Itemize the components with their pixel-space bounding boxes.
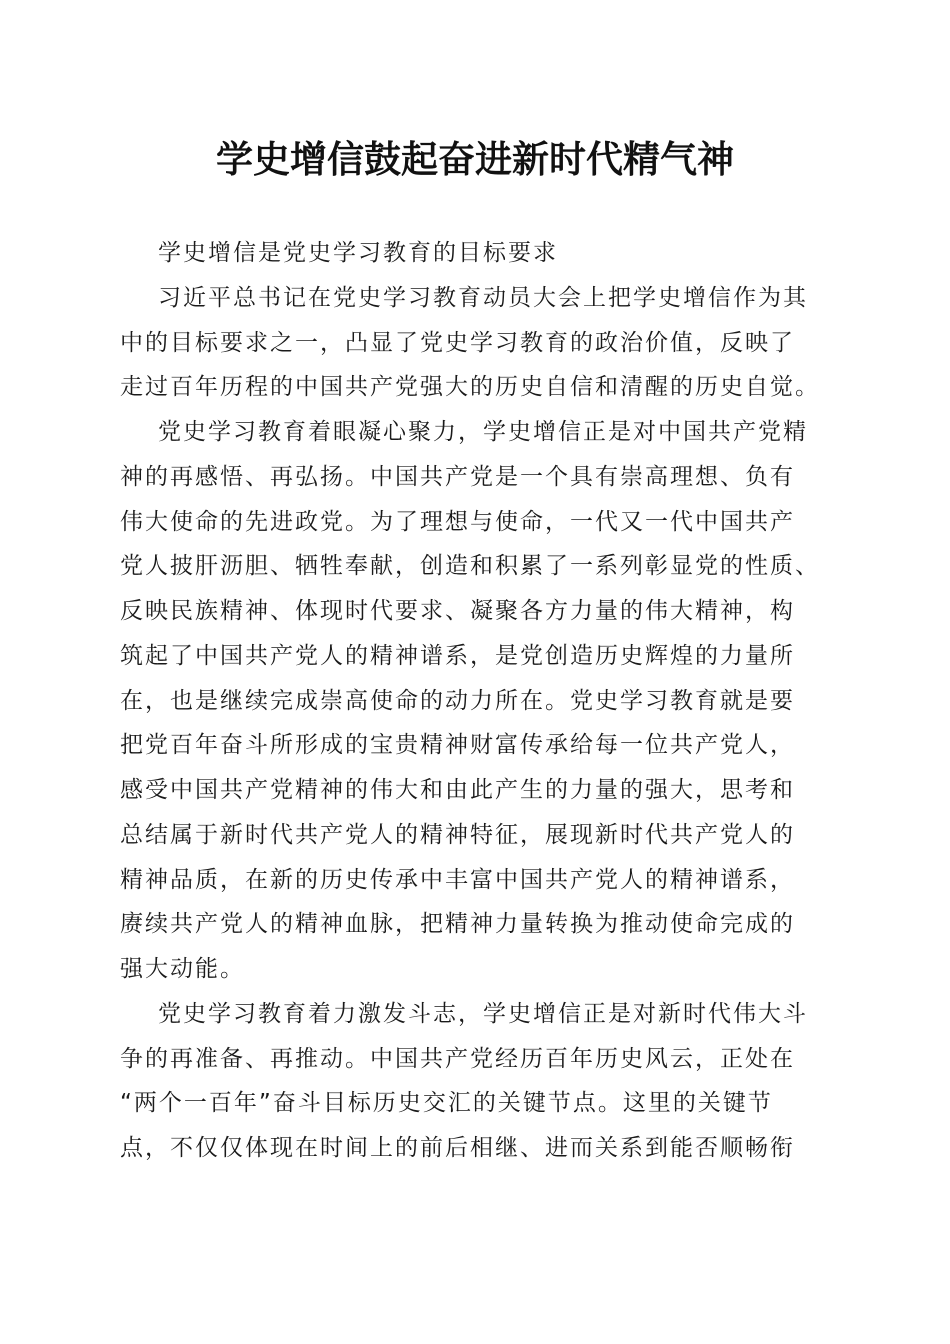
paragraph-2-line: 赓续共产党人的精神血脉，把精神力量转换为推动使命完成的 <box>120 911 795 938</box>
paragraph-2-line: 强大动能。 <box>120 956 245 982</box>
paragraph-2-line: 感受中国共产党精神的伟大和由此产生的力量的强大，思考和 <box>120 777 795 803</box>
paragraph-3-line: 点，不仅仅体现在时间上的前后相继、进而关系到能否顺畅衔 <box>120 1135 795 1161</box>
document-body <box>120 231 840 1171</box>
paragraph-1-line: 走过百年历程的中国共产党强大的历史自信和清醒的历史自觉。 <box>120 374 820 401</box>
paragraph-2-line: 神的再感悟、再弘扬。中国共产党是一个具有崇高理想、负有 <box>120 463 795 490</box>
paragraph-1-line: 中的目标要求之一，凸显了党史学习教育的政治价值，反映了 <box>120 329 795 356</box>
paragraph-2-line: 在，也是继续完成崇高使命的动力所在。党史学习教育就是要 <box>120 687 795 714</box>
paragraph-2-line: 总结属于新时代共产党人的精神特征，展现新时代共产党人的 <box>120 821 795 848</box>
paragraph-3-line: 争的再准备、再推动。中国共产党经历百年历史风云，正处在 <box>120 1045 795 1072</box>
subheading-line: 学史增信是党史学习教育的目标要求 <box>158 240 558 266</box>
document-title: 学史增信鼓起奋进新时代精气神 <box>216 137 734 181</box>
paragraph-2-line: 筑起了中国共产党人的精神谱系，是党创造历史辉煌的力量所 <box>120 642 795 669</box>
paragraph-2-line: 伟大使命的先进政党。为了理想与使命，一代又一代中国共产 <box>120 508 795 535</box>
paragraph-1-line: 习近平总书记在党史学习教育动员大会上把学史增信作为其 <box>158 284 808 311</box>
paragraph-2-line: 精神品质，在新的历史传承中丰富中国共产党人的精神谱系， <box>120 866 795 893</box>
paragraph-2-line: 党人披肝沥胆、牺牲奉献，创造和积累了一系列彰显党的性质、 <box>120 553 820 580</box>
paragraph-2-line: 反映民族精神、体现时代要求、凝聚各方力量的伟大精神，构 <box>120 598 795 624</box>
paragraph-3-line: “两个一百年”奋斗目标历史交汇的关键节点。这里的关键节 <box>120 1090 773 1117</box>
paragraph-2-line: 党史学习教育着眼凝心聚力，学史增信正是对中国共产党精 <box>158 419 808 445</box>
paragraph-2-line: 把党百年奋斗所形成的宝贵精神财富传承给每一位共产党人， <box>120 732 795 759</box>
paragraph-3-line: 党史学习教育着力激发斗志，学史增信正是对新时代伟大斗 <box>158 1000 808 1027</box>
